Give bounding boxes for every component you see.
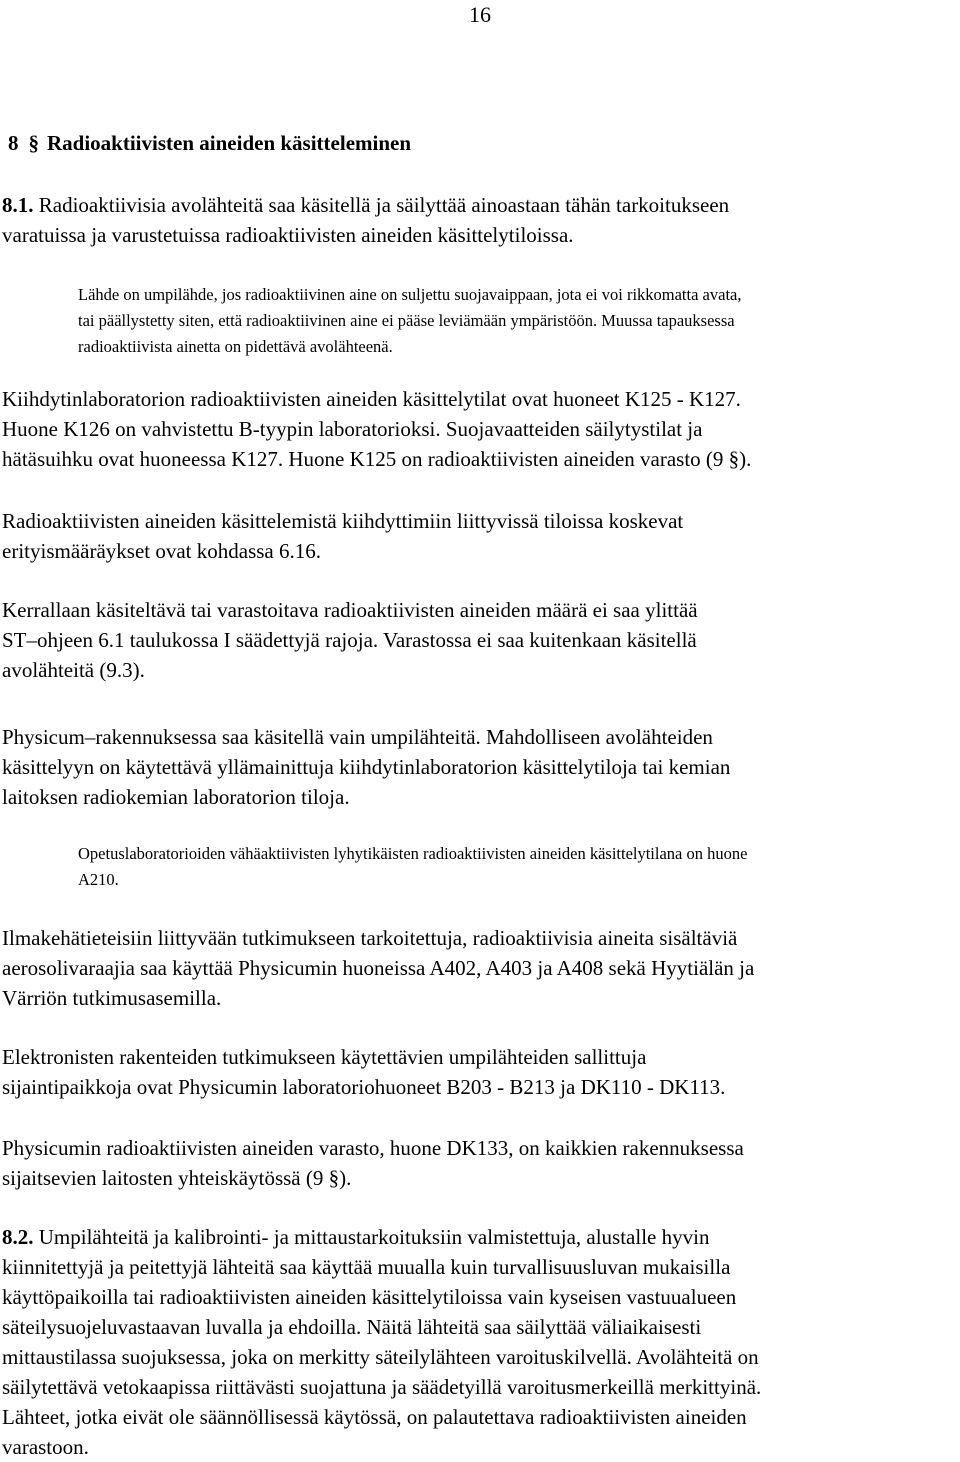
paragraph-electronics — [2, 1042, 952, 1102]
section-number: 8 — [8, 131, 19, 155]
paragraph-line: Physicum–rakennuksessa saa käsitellä vain umpilähteitä. Mahdolliseen avolähteiden — [2, 725, 713, 749]
section-heading — [8, 131, 411, 156]
paragraph-line: 8.2. Umpilähteitä ja kalibrointi- ja mittaustarkoituksiin valmistettuja, alustalle hyvin — [2, 1225, 710, 1249]
note-line: tai päällystetty siten, että radioaktiivinen aine ei pääse leviämään ympäristöön. Muussa tapauksessa — [78, 311, 735, 330]
paragraph-special-provisions — [2, 506, 952, 566]
paragraph-line: käyttöpaikoilla tai radioaktiivisten aineiden käsittelytiloissa vain kyseisen vastuualueen — [2, 1285, 737, 1309]
paragraph-line: ST–ohjeen 6.1 taulukossa I säädettyjä rajoja. Varastossa ei saa kuitenkaan käsitellä — [2, 628, 697, 652]
section-title: Radioaktiivisten aineiden käsitteleminen — [47, 131, 412, 155]
paragraph-line: säilytettävä vetokaapissa riittävästi suojattuna ja säädetyillä varoitusmerkeillä merkittyinä. — [2, 1375, 762, 1399]
section-sign: § — [28, 131, 39, 155]
note-sealed-source — [78, 282, 958, 360]
paragraph-line: Radioaktiivisten aineiden käsittelemistä kiihdyttimiin liittyvissä tiloissa koskevat — [2, 509, 684, 533]
paragraph-line: erityismääräykset ovat kohdassa 6.16. — [2, 539, 321, 563]
paragraph-line: säteilysuojeluvastaavan luvalla ja ehdoilla. Näitä lähteitä saa säilyttää väliaikaisesti — [2, 1315, 702, 1339]
paragraph-storage — [2, 1133, 952, 1193]
paragraph-line: mittaustilassa suojuksessa, joka on merkitty säteilylähteen varoituskilvellä. Avolähteitä on — [2, 1345, 759, 1369]
paragraph-line: laitoksen radiokemian laboratorion tiloja. — [2, 785, 350, 809]
paragraph-line: sijaintipaikkoja ovat Physicumin laboratoriohuoneet B203 - B213 ja DK110 - DK113. — [2, 1075, 726, 1099]
paragraph-line: Huone K126 on vahvistettu B-tyypin laboratorioksi. Suojavaatteiden säilytystilat ja — [2, 417, 703, 441]
paragraph-8-1 — [2, 190, 952, 250]
paragraph-line: kiinnitettyjä ja peitettyjä lähteitä saa käyttää muualla kuin turvallisuusluvan mukaisilla — [2, 1255, 731, 1279]
paragraph-line: aerosolivaraajia saa käyttää Physicumin huoneissa A402, A403 ja A408 sekä Hyytiälän ja — [2, 956, 755, 980]
paragraph-accelerator-lab — [2, 384, 952, 474]
note-line: radioaktiivista ainetta on pidettävä avolähteenä. — [78, 337, 393, 356]
note-line: Opetuslaboratorioiden vähäaktiivisten lyhytikäisten radioaktiivisten aineiden käsittelytilana on huone — [78, 844, 748, 863]
paragraph-line: Elektronisten rakenteiden tutkimukseen käytettävien umpilähteiden sallittuja — [2, 1045, 647, 1069]
paragraph-8-2 — [2, 1222, 952, 1462]
clause-number: 8.2. — [2, 1225, 34, 1249]
note-teaching-labs — [78, 841, 958, 893]
page-number: 16 — [469, 2, 491, 27]
paragraph-line: Ilmakehätieteisiin liittyvään tutkimukseen tarkoitettuja, radioaktiivisia aineita sisältäviä — [2, 926, 738, 950]
clause-number: 8.1. — [2, 193, 34, 217]
paragraph-physicum — [2, 722, 952, 812]
paragraph-line: hätäsuihku ovat huoneessa K127. Huone K125 on radioaktiivisten aineiden varasto (9 §). — [2, 447, 752, 471]
paragraph-line: varastoon. — [2, 1435, 89, 1459]
paragraph-line: Kiihdytinlaboratorion radioaktiivisten aineiden käsittelytilat ovat huoneet K125 - K127. — [2, 387, 741, 411]
paragraph-line: käsittelyyn on käytettävä yllämainittuja kiihdytinlaboratorion käsittelytiloja tai kemian — [2, 755, 731, 779]
paragraph-line: sijaitsevien laitosten yhteiskäytössä (9 §). — [2, 1166, 352, 1190]
paragraph-amount-limits — [2, 595, 952, 685]
note-line: Lähde on umpilähde, jos radioaktiivinen aine on suljettu suojavaippaan, jota ei voi rikkomatta avata, — [78, 285, 742, 304]
paragraph-line: Värriön tutkimusasemilla. — [2, 986, 222, 1010]
paragraph-aerosol — [2, 923, 952, 1013]
paragraph-line: Lähteet, jotka eivät ole säännöllisessä käytössä, on palautettava radioaktiivisten aineiden — [2, 1405, 747, 1429]
paragraph-line: 8.1. Radioaktiivisia avolähteitä saa käsitellä ja säilyttää ainoastaan tähän tarkoitukseen — [2, 193, 730, 217]
paragraph-line: Kerrallaan käsiteltävä tai varastoitava radioaktiivisten aineiden määrä ei saa ylittää — [2, 598, 698, 622]
paragraph-line: Physicumin radioaktiivisten aineiden varasto, huone DK133, on kaikkien rakennuksessa — [2, 1136, 744, 1160]
paragraph-line: varatuissa ja varustetuissa radioaktiivisten aineiden käsittelytiloissa. — [2, 223, 574, 247]
paragraph-line: avolähteitä (9.3). — [2, 658, 145, 682]
note-line: A210. — [78, 870, 119, 889]
